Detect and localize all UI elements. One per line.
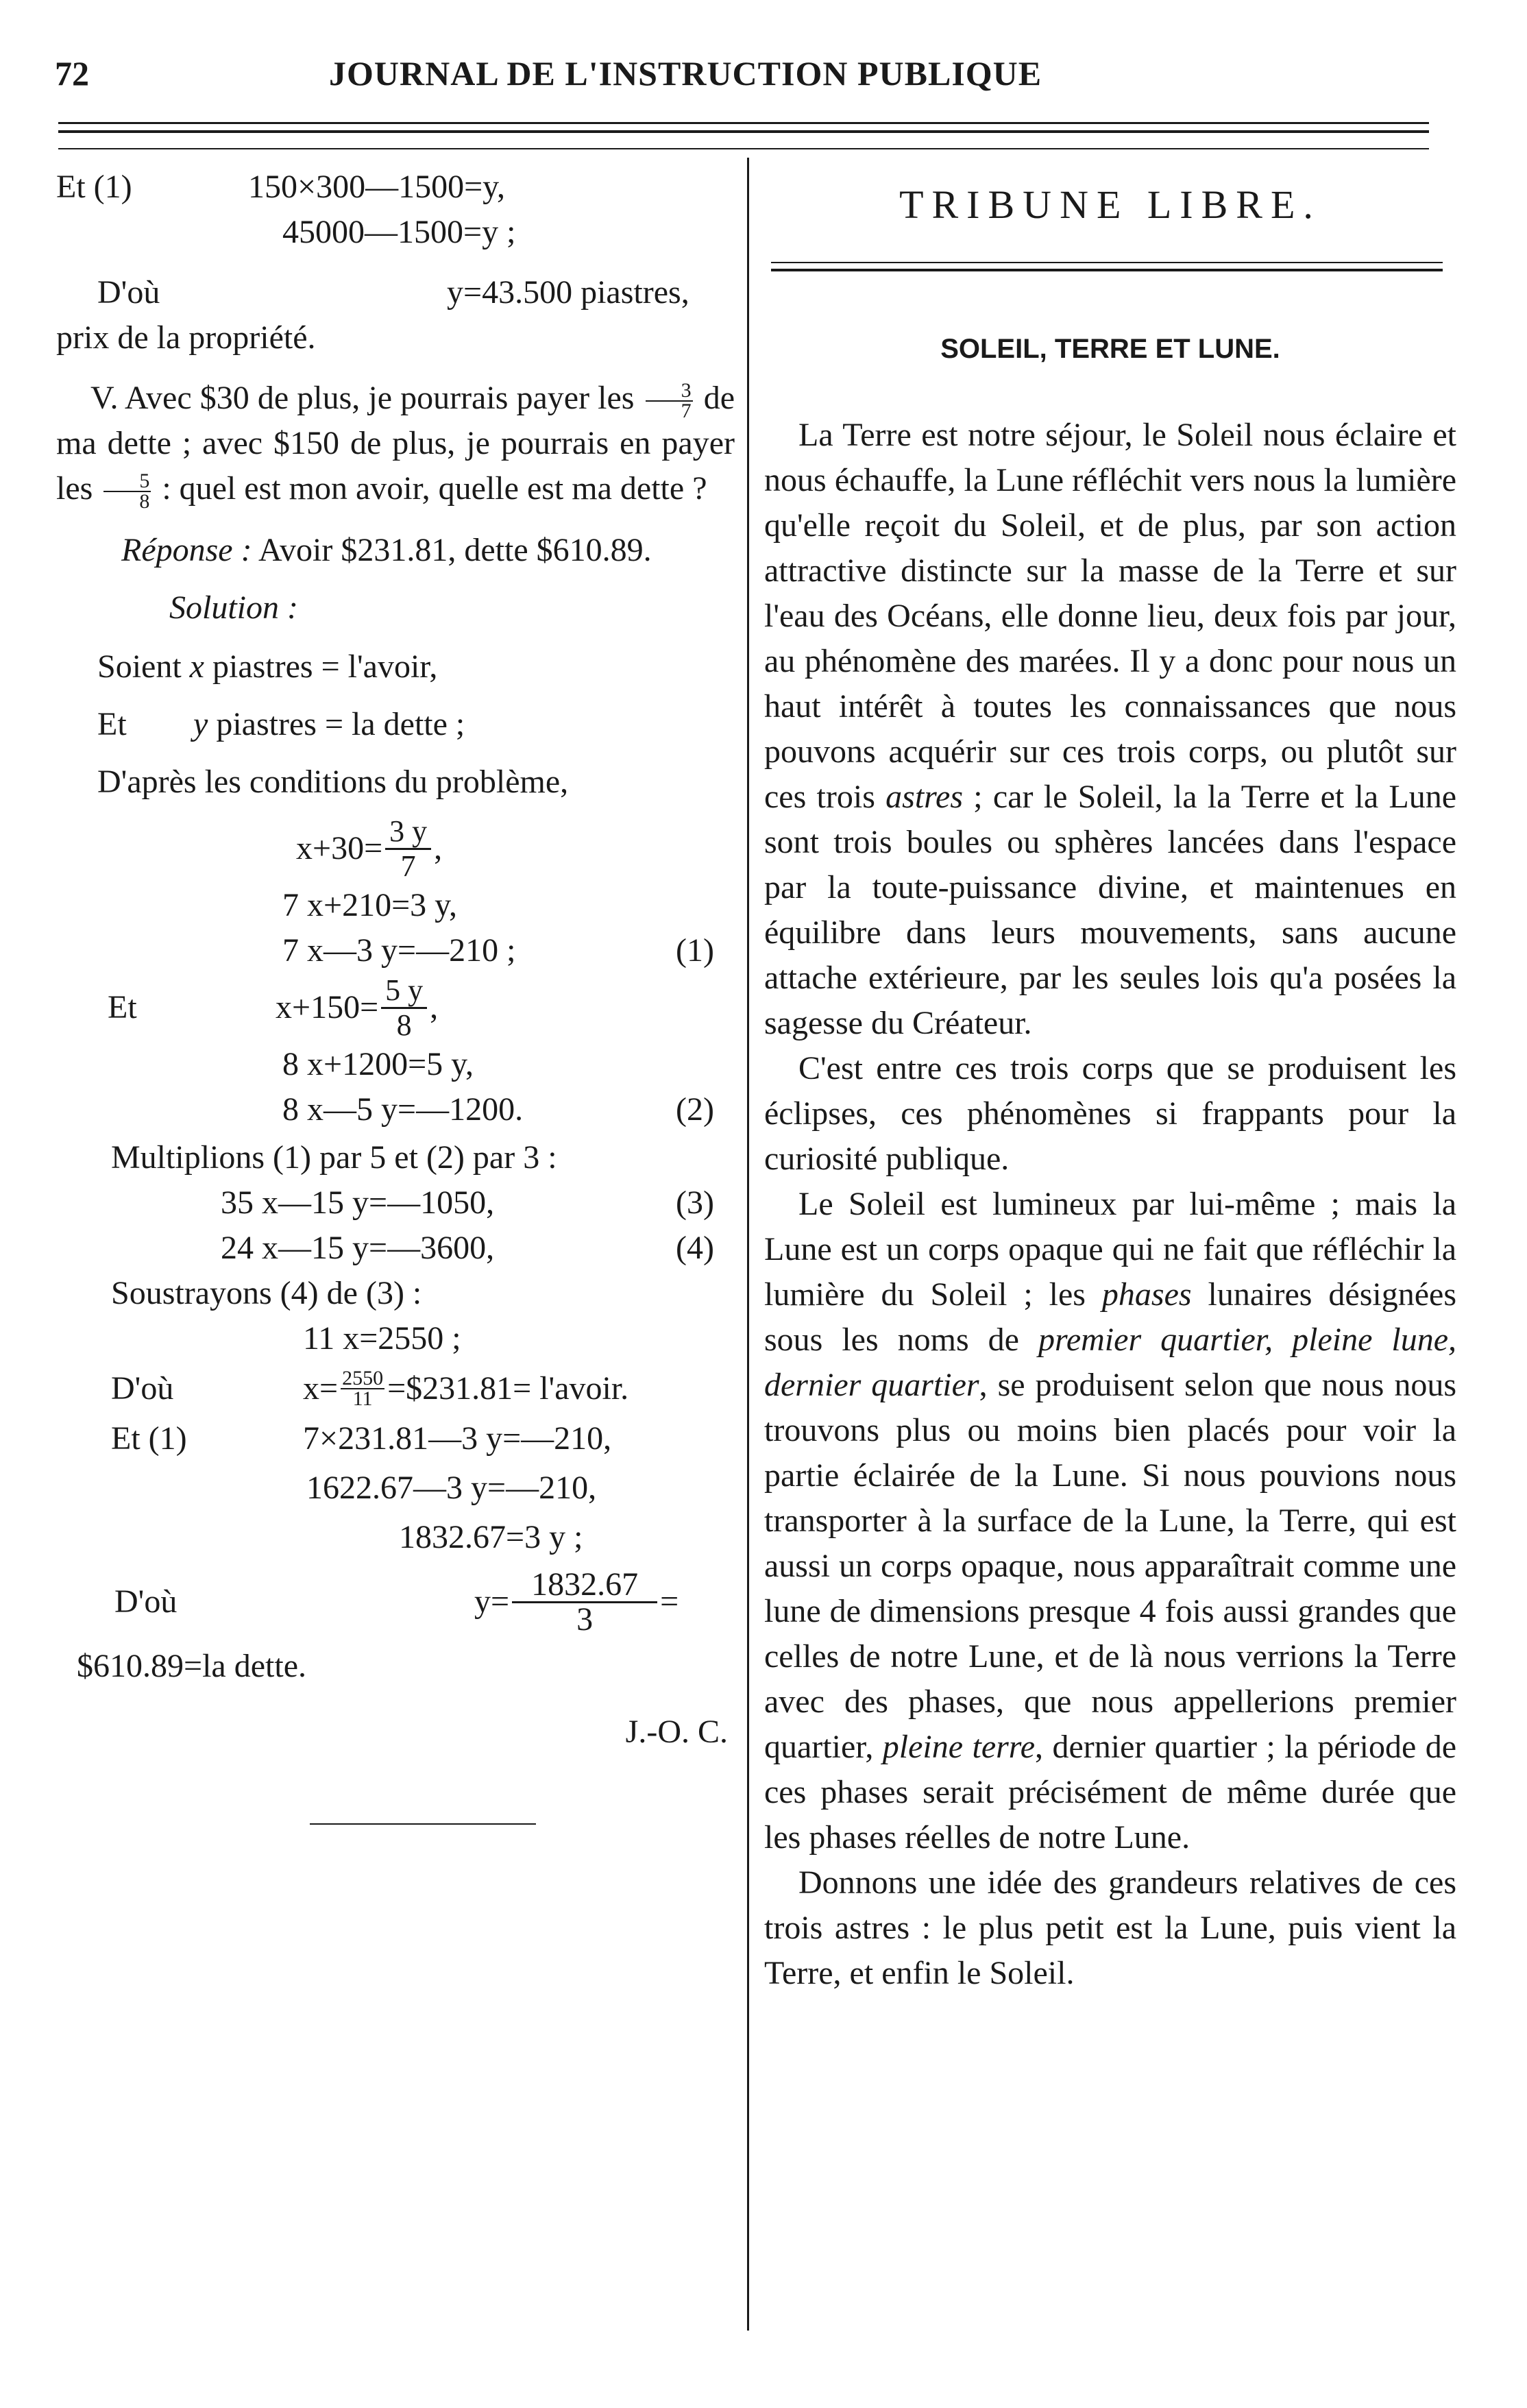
equation-tag: D'où (97, 274, 160, 311)
numerator: 3 (646, 381, 693, 402)
equation: 24 x—15 y=—3600, (221, 1230, 495, 1266)
header-rule-top (58, 122, 1429, 124)
equation-line (56, 1087, 735, 1132)
paragraph-text: , se produisent selon que nous nous trouvons plus ou moins bien placés pour voir la partie éclairée de la Lune. Si nous pouvions nous transporter à la surface de la Lune, la Terre, qui est aussi un corps opaque, nous apparaîtrait comme une lune de dimensions presque 4 fois aussi grandes que celles de notre Lune, et de là nous verrions la Terre avec des phases, que nous appellerions premier quartier, (764, 1367, 1457, 1765)
equation: 7×231.81—3 y=—210, (303, 1420, 612, 1457)
fraction (512, 1568, 657, 1636)
equation-number: (1) (676, 932, 714, 969)
numerator: 3 y (385, 815, 431, 850)
equation: x+30= (296, 830, 383, 866)
equation-line (56, 1042, 735, 1087)
equation-tag: D'où (111, 1370, 174, 1407)
equation: 11 x=2550 ; (303, 1320, 461, 1357)
denominator: 8 (139, 489, 150, 513)
equation: 8 x—5 y=—1200. (282, 1091, 524, 1128)
equation-line (56, 1316, 735, 1361)
equation-number: (2) (676, 1091, 714, 1128)
problem-text: : quel est mon avoir, quelle est ma dette ? (154, 470, 707, 507)
equation: 45000—1500=y ; (282, 214, 516, 250)
equation-line (56, 883, 735, 928)
column-divider (747, 158, 749, 2331)
equation: 7 x+210=3 y, (282, 887, 458, 923)
equation-line (56, 1226, 735, 1271)
solution-line: Soustrayons (4) de (3) : (111, 1275, 422, 1311)
denominator: 3 (576, 1601, 594, 1638)
equation-line (56, 210, 735, 255)
equation-tag: Et (1) (111, 1420, 187, 1457)
section-rule-bottom (771, 269, 1443, 271)
equation-line (56, 1466, 735, 1511)
equation: x= (303, 1370, 339, 1407)
equation: x+150= (276, 989, 379, 1025)
equation-tag: Et (1) (56, 169, 132, 205)
closing-rule (310, 1823, 536, 1825)
equation: y= (474, 1583, 510, 1620)
problem-statement (56, 376, 735, 511)
denominator: 7 (400, 849, 416, 883)
paragraph: Donnons une idée des grandeurs relatives de ces trois astres : le plus petit est la Lune, puis vient la Terre, et enfin le Soleil. (764, 1864, 1456, 1991)
denominator: 11 (352, 1387, 373, 1410)
equation-line (56, 1416, 735, 1461)
equation: 35 x—15 y=—1050, (221, 1184, 495, 1221)
answer-label: Réponse : (121, 532, 252, 568)
problem-text: de ma dette ; avec $150 de plus, je pourrais en payer les (56, 380, 735, 507)
paragraph-text: ; car le Soleil, la la Terre et la Lune sont trois boules ou sphères lancées dans l'espace par la toute-puissance divine, et maintenues en équilibre dans leurs mouvements, sans aucune attache extérieure, par les seules lois qu'a posées la sagesse du Créateur. (764, 779, 1457, 1041)
fraction (385, 815, 431, 883)
equation: 7 x—3 y=—210 ; (282, 932, 516, 969)
variable: x (189, 648, 204, 685)
right-column (764, 165, 1456, 1996)
text: piastres = la dette ; (208, 706, 465, 742)
running-head: JOURNAL DE L'INSTRUCTION PUBLIQUE (329, 54, 1042, 93)
denominator: 7 (681, 399, 692, 422)
denominator: 8 (396, 1008, 412, 1042)
text: Soient (97, 648, 190, 685)
signature: J.-O. C. (625, 1714, 728, 1750)
paragraph-text: lunaires désignées sous les noms de (764, 1276, 1457, 1358)
equation: , (434, 830, 443, 866)
equation: 150×300—1500=y, (248, 169, 506, 205)
equation: =$231.81= l'avoir. (387, 1370, 629, 1407)
equation: , (430, 989, 439, 1025)
text: piastres = l'avoir, (204, 648, 438, 685)
equation-line (56, 973, 735, 1042)
equation-line (56, 814, 735, 883)
paragraph-text: La Terre est notre séjour, le Soleil nous éclaire et nous échauffe, la Lune réfléchit vers nous la lumière qu'elle reçoit du Soleil, et de plus, par son action attractive distincte sur la masse de la Terre et sur l'eau des Océans, elle donne lieu, deux fois par jour, au phénomène des marées. Il y a donc pour nous un haut intérêt à toutes les connaissances que nous pouvons acquérir sur ces trois corps, ou plutôt sur ces trois (764, 417, 1456, 815)
header-rule-bottom (58, 130, 1429, 133)
numerator: 2550 (342, 1367, 384, 1389)
solution-label: Solution : (169, 589, 298, 626)
result-text: prix de la propriété. (56, 319, 316, 356)
equation: 1832.67=3 y ; (399, 1519, 583, 1555)
emphasis: astres (885, 779, 964, 815)
section-title: TRIBUNE LIBRE. (899, 182, 1321, 227)
page-number: 72 (55, 54, 89, 93)
numerator: 5 y (381, 974, 427, 1009)
equation-tag: Et (108, 989, 137, 1025)
fraction (341, 1369, 384, 1409)
solution-line (56, 702, 735, 747)
equation: = (660, 1583, 679, 1620)
problem-text: V. Avec $30 de plus, je pourrais payer les (90, 380, 643, 416)
numerator: 1832.67 (512, 1568, 657, 1603)
fraction (646, 378, 693, 422)
equation-line (56, 928, 735, 973)
solution-line (56, 644, 735, 690)
equation-number: (4) (676, 1230, 714, 1266)
solution-line: Multiplions (1) par 5 et (2) par 3 : (111, 1139, 557, 1176)
equation-line (56, 165, 735, 210)
paragraph (764, 413, 1456, 1046)
equation-line (56, 1515, 735, 1560)
answer-text: Avoir $231.81, dette $610.89. (252, 532, 652, 568)
numerator: 5 (103, 472, 151, 492)
equation-tag: D'où (114, 1583, 178, 1620)
emphasis: phases (1101, 1276, 1192, 1313)
equation-line (56, 1564, 735, 1640)
paragraph (764, 1182, 1456, 1860)
equation-line (56, 1361, 735, 1416)
emphasis: pleine terre (882, 1729, 1036, 1765)
result-text: $610.89=la dette. (77, 1648, 306, 1684)
paragraph: C'est entre ces trois corps que se produisent les éclipses, ces phénomènes si frappants pour la curiosité publique. (764, 1050, 1456, 1177)
text: Et (97, 706, 127, 742)
solution-line: D'après les conditions du problème, (97, 764, 569, 800)
left-column (56, 165, 735, 1825)
equation-number: (3) (676, 1184, 714, 1221)
header-rule-thin (58, 148, 1429, 149)
paragraph-text: Le Soleil est lumineux par lui-même ; mais la Lune est un corps opaque qui ne fait que réfléchir la lumière du Soleil ; les (764, 1186, 1456, 1313)
article-title: SOLEIL, TERRE ET LUNE. (940, 334, 1280, 364)
emphasis: premier quartier, pleine lune, dernier quartier (764, 1322, 1457, 1403)
fraction (381, 974, 427, 1042)
equation-line (56, 270, 735, 315)
equation: y=43.500 piastres, (447, 274, 689, 311)
equation: 1622.67—3 y=—210, (306, 1470, 597, 1506)
equation: 8 x+1200=5 y, (282, 1046, 474, 1082)
equation-line (56, 1180, 735, 1226)
fraction (103, 469, 151, 513)
paragraph-text: , dernier quartier ; la période de ces phases serait précisément de même durée que les phases réelles de notre Lune. (764, 1729, 1457, 1856)
variable: y (193, 706, 208, 742)
answer (56, 528, 735, 573)
section-rule-top (771, 262, 1443, 263)
